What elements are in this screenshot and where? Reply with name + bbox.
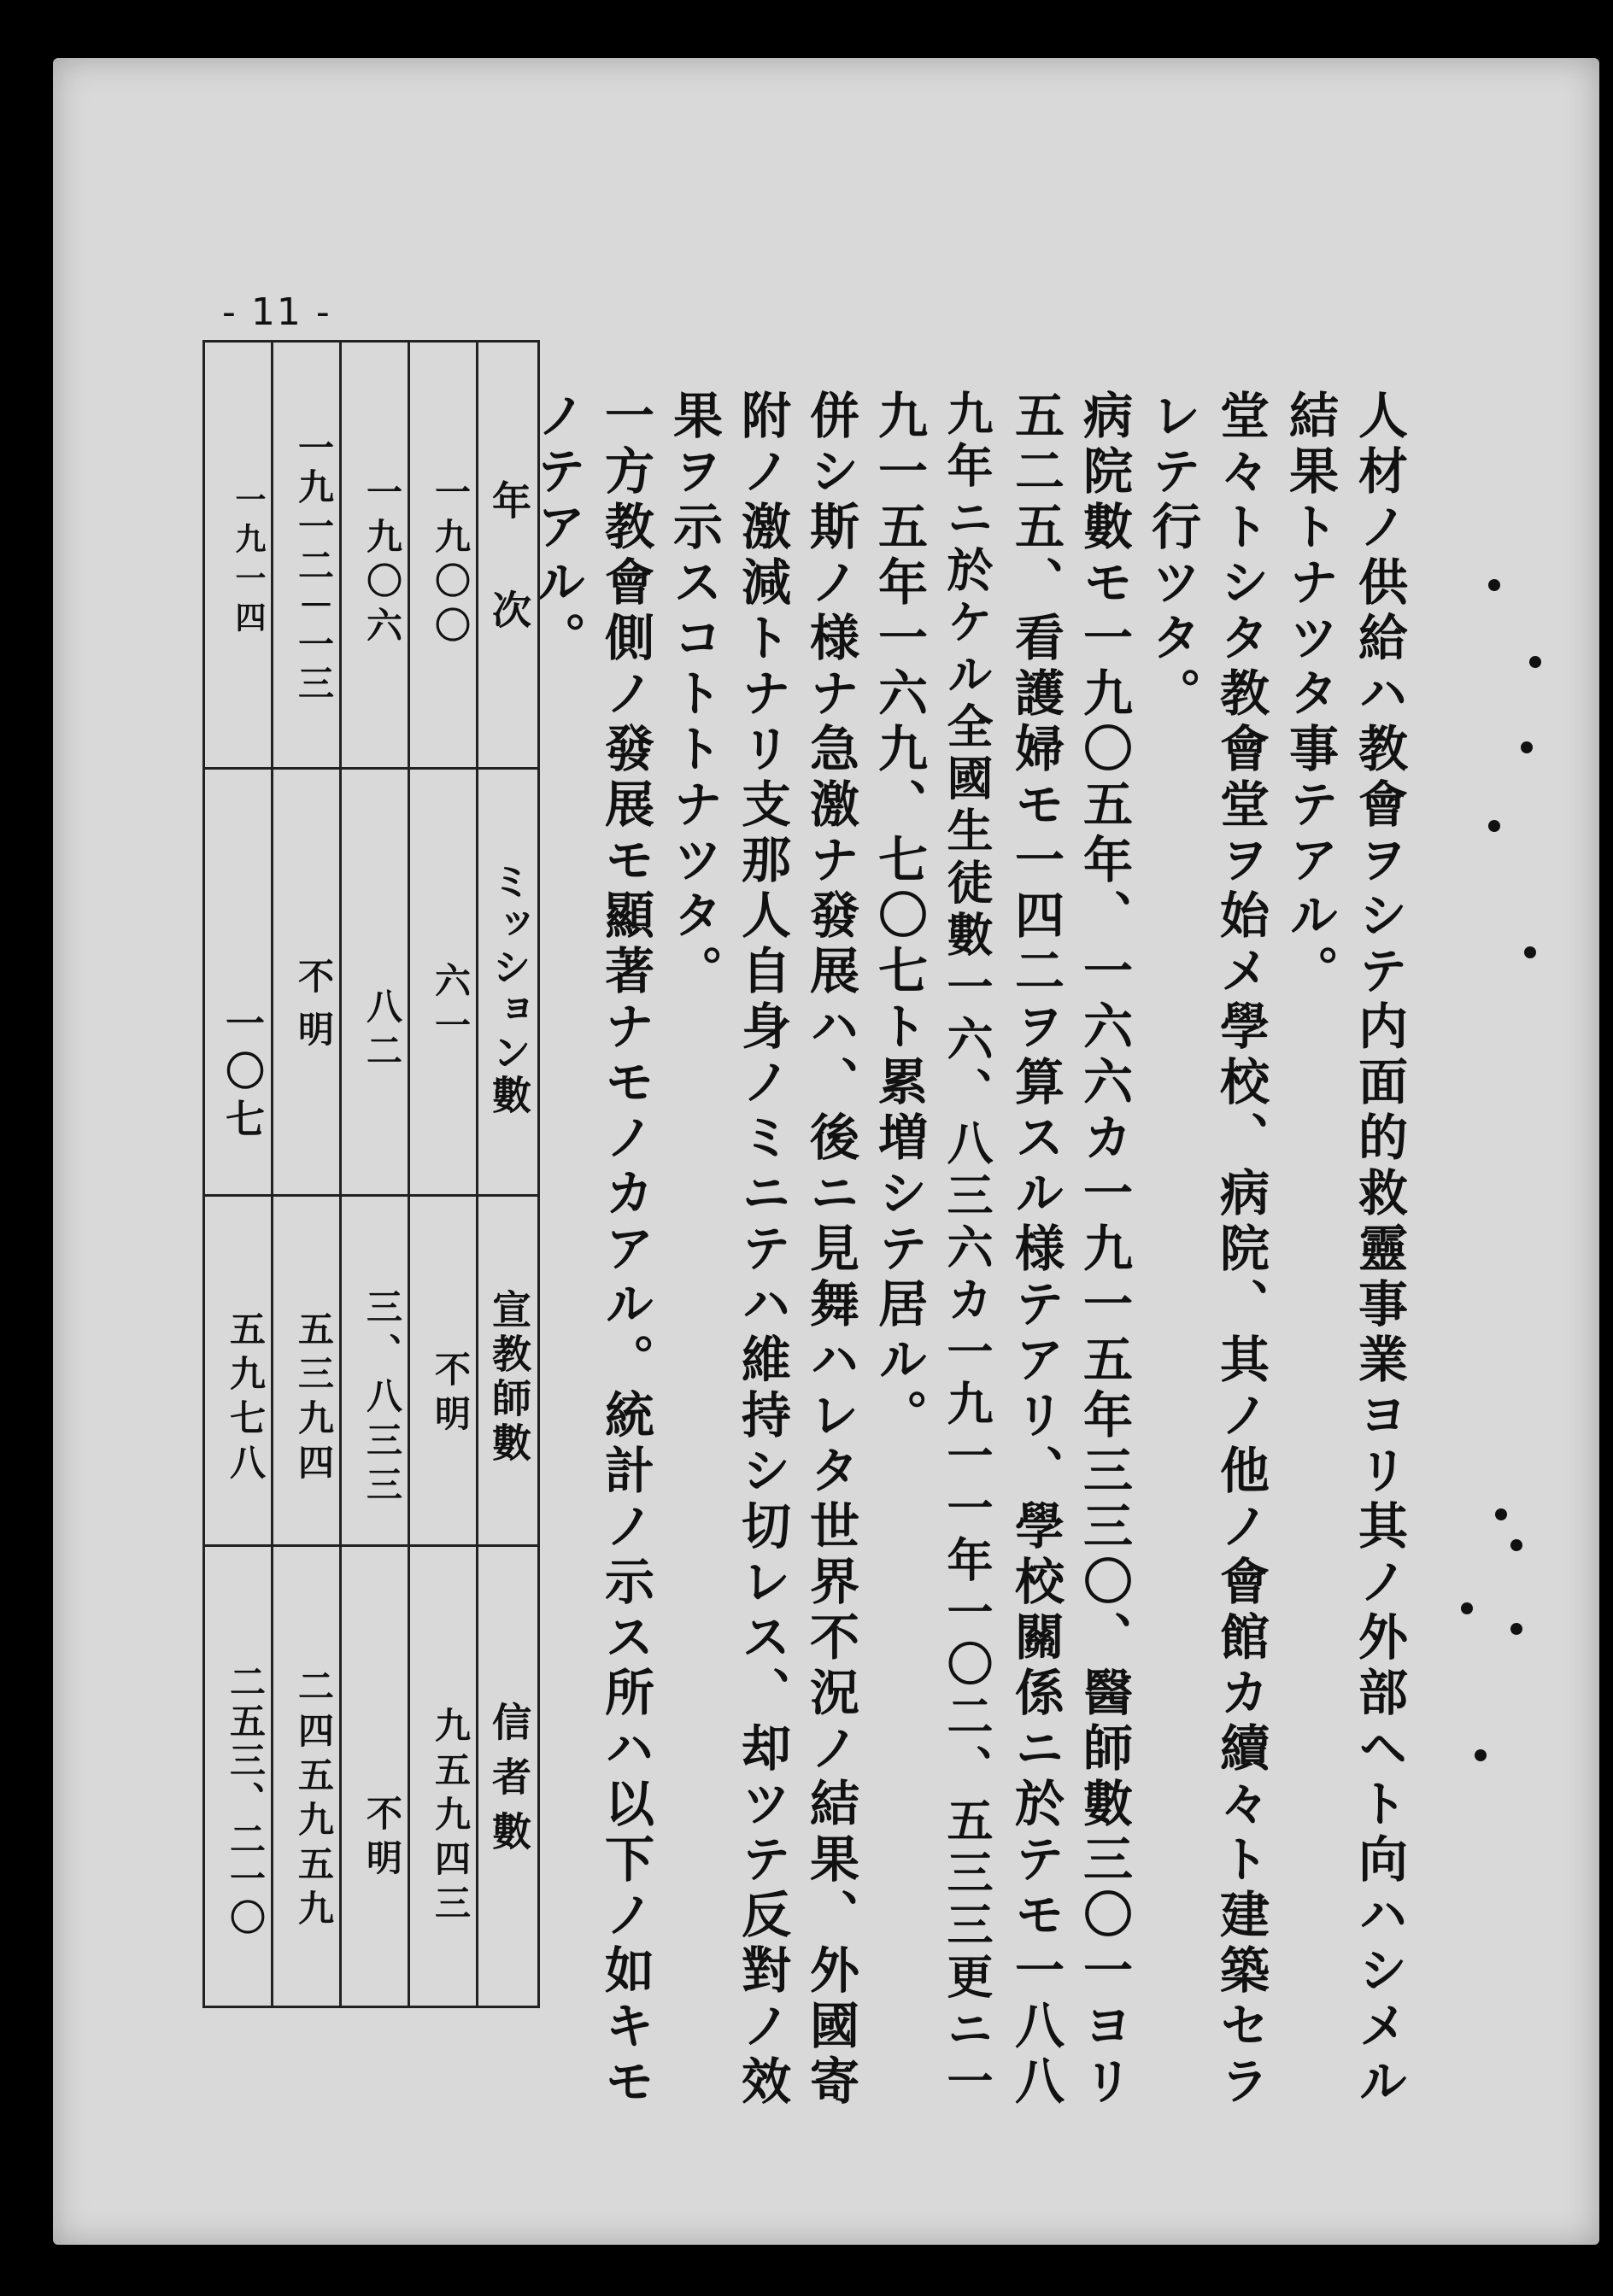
table-row-4-missions: 一〇七 <box>220 1003 266 1146</box>
body-column-9: 併シ斯ノ様ナ急激ナ發展ハ、後ニ見舞ハレタ世界不況ノ結果、外國寄 <box>801 390 859 2111</box>
table-row-4-believers: 二五三、二一〇 <box>225 1663 267 1938</box>
table-row-2-year: 一九〇六 <box>361 473 403 651</box>
table-row-1-missions: 六一 <box>430 962 472 1051</box>
header-year: 年 次 <box>486 480 532 644</box>
body-column-6: 五二五、看護婦モ一四二ヲ算スル様テアリ、學校關係ニ於テモ一八八 <box>1006 390 1065 2111</box>
scan-speck <box>1510 1623 1522 1635</box>
table-row-4-year: 一九一四 <box>231 483 267 641</box>
scan-speck <box>1510 1539 1522 1551</box>
scan-speck <box>1488 579 1500 591</box>
table-row-2-believers: 不明 <box>361 1795 403 1883</box>
body-column-13: ノテアル。 <box>528 390 586 667</box>
table-row-3-missions: 不明 <box>293 958 335 1063</box>
scan-speck <box>1495 1508 1507 1520</box>
table-row-3-missionaries: 五三九四 <box>293 1310 335 1488</box>
body-column-7: 九年ニ於ケル全國生徒數一六、八三六カ一九一一年一〇二、五三三更ニ一 <box>940 390 994 2109</box>
scan-speck <box>1475 1749 1487 1761</box>
table-row-2-missions: 八二 <box>361 987 403 1076</box>
table-row-1-believers: 九五九四三 <box>430 1707 472 1929</box>
header-missions: ミッション數 <box>486 861 532 1117</box>
body-column-1: 人材ノ供給ハ教會ヲシテ内面的救靈事業ヨリ其ノ外部ヘト向ハシメル <box>1350 390 1408 2111</box>
body-column-2: 結果トナツタ事テアル。 <box>1281 390 1339 1000</box>
scan-speck <box>1524 946 1536 958</box>
header-believers: 信者數 <box>486 1702 532 1866</box>
scan-speck <box>1521 741 1533 753</box>
table-row-1-missionaries: 不明 <box>430 1350 472 1439</box>
table-row-3-believers: 二四五九五九 <box>293 1667 335 1934</box>
statistics-table <box>202 340 540 2006</box>
scan-speck <box>1461 1602 1473 1614</box>
body-column-4: レテ行ツタ。 <box>1143 390 1201 723</box>
table-row-3-year: 一九一二－一三 <box>293 429 335 704</box>
scan-speck <box>1529 656 1541 668</box>
document-page <box>53 58 1599 2245</box>
body-column-12: 一方教會側ノ發展モ顯著ナモノカアル。統計ノ示ス所ハ以下ノ如キモ <box>596 390 654 2111</box>
body-column-11: 果ヲ示スコトトナツタ。 <box>665 390 723 1000</box>
body-column-5: 病院數モ一九〇五年、一六六カ一九一五年三三〇、醫師數三〇一ヨリ <box>1075 390 1133 2111</box>
body-column-8: 九一五年一六九、七〇七ト累増シテ居ル。 <box>870 390 928 1444</box>
table-row-2-missionaries: 三、八三三 <box>361 1288 403 1510</box>
body-column-3: 堂々トシタ教會堂ヲ始メ學校、病院、其ノ他ノ會館カ續々ト建築セラ <box>1211 390 1270 2111</box>
table-row-4-missionaries: 五九七八 <box>225 1310 267 1488</box>
scan-speck <box>1488 820 1500 832</box>
page-number: - 11 - <box>222 290 331 334</box>
table-row-1-year: 一九〇〇 <box>430 473 472 651</box>
body-column-10: 附ノ激減トナリ支那人自身ノミニテハ維持シ切レス、却ツテ反對ノ效 <box>733 390 791 2111</box>
header-missionaries: 宣教師數 <box>486 1289 532 1467</box>
